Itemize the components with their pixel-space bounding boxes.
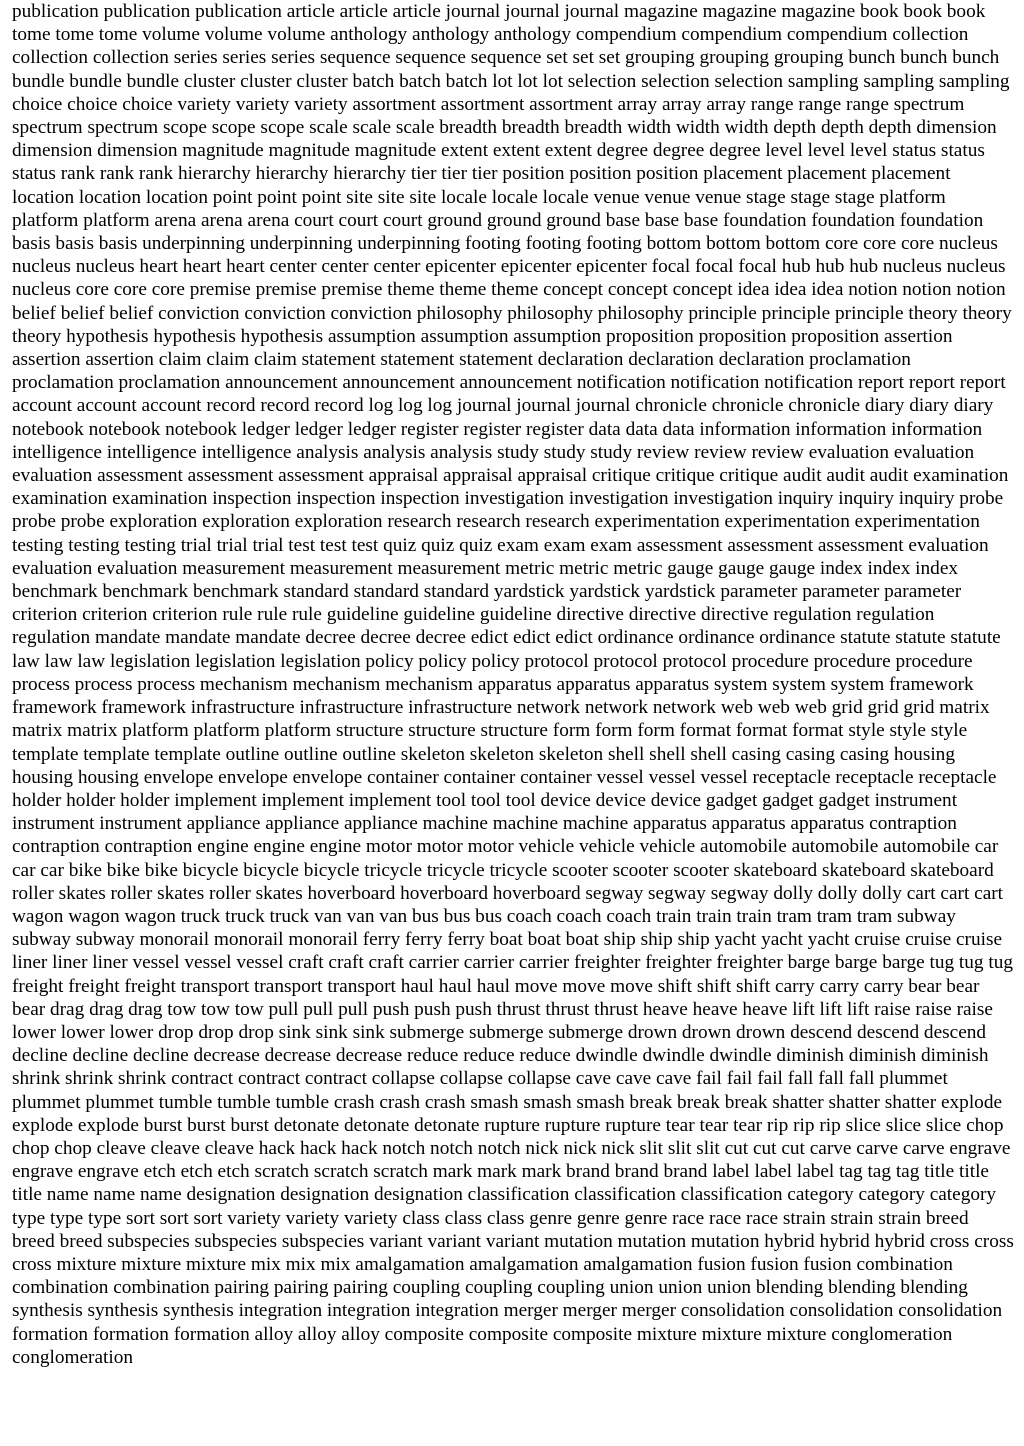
- body-text: publication publication publication article article article journal journal journal magazine magazine magazine book book book tome tome tome volume volume volume anthology anthology anthology compendium compendium compendium collection collection collection series series series sequence sequence sequence set set set grouping grouping grouping bunch bunch bunch bundle bundle bundle cluster cluster cluster batch batch batch lot lot lot selection selection selection sampling sampling sampling choice choice choice variety variety variety assortment assortment assortment array array array range range range spectrum spectrum spectrum scope scope scope scale scale scale breadth breadth breadth width width width depth depth depth dimension dimension dimension magnitude magnitude magnitude extent extent extent degree degree degree level level level status status status rank rank rank hierarchy hierarchy hierarchy tier tier tier position position position placement placement placement location location location point point point site site site locale locale locale venue venue venue stage stage stage platform platform platform arena arena arena court court court ground ground ground base base base foundation foundation foundation basis basis basis underpinning underpinning underpinning footing footing footing bottom bottom bottom core core core nucleus nucleus nucleus heart heart heart center center center epicenter epicenter epicenter focal focal focal hub hub hub nucleus nucleus nucleus core core core premise premise premise theme theme theme concept concept concept idea idea idea notion notion notion belief belief belief conviction conviction conviction philosophy philosophy philosophy principle principle principle theory theory theory hypothesis hypothesis hypothesis assumption assumption assumption proposition proposition proposition assertion assertion assertion claim claim claim statement statement statement declaration declaration declaration proclamation proclamation proclamation announcement announcement announcement notification notification notification report report report account account account record record record log log log journal journal journal chronicle chronicle chronicle diary diary diary notebook notebook notebook ledger ledger ledger register register register data data data information information information intelligence intelligence intelligence analysis analysis analysis study study study review review review evaluation evaluation evaluation assessment assessment assessment appraisal appraisal appraisal critique critique critique audit audit audit examination examination examination inspection inspection inspection investigation investigation investigation inquiry inquiry inquiry probe probe probe exploration exploration exploration research research research experimentation experimentation experimentation testing testing testing trial trial trial test test test quiz quiz quiz exam exam exam assessment assessment assessment evaluation evaluation evaluation measurement measurement measurement metric metric metric gauge gauge gauge index index index benchmark benchmark benchmark standard standard standard yardstick yardstick yardstick parameter parameter parameter criterion criterion criterion rule rule rule guideline guideline guideline directive directive directive regulation regulation regulation mandate mandate mandate decree decree decree edict edict edict ordinance ordinance ordinance statute statute statute law law law legislation legislation legislation policy policy policy protocol protocol protocol procedure procedure procedure process process process mechanism mechanism mechanism apparatus apparatus apparatus system system system framework framework framework infrastructure infrastructure infrastructure network network network web web web grid grid grid matrix matrix matrix platform platform platform structure structure structure form form form format format format style style style template template template outline outline outline skeleton skeleton skeleton shell shell shell casing casing casing housing housing housing envelope envelope envelope container container container vessel vessel vessel receptacle receptacle receptacle holder holder holder implement implement implement tool tool tool device device device gadget gadget gadget instrument instrument instrument appliance appliance appliance machine machine machine apparatus apparatus apparatus contraption contraption contraption engine engine engine motor motor motor vehicle vehicle vehicle automobile automobile automobile car car car bike bike bike bicycle bicycle bicycle tricycle tricycle tricycle scooter scooter scooter skateboard skateboard skateboard roller skates roller skates roller skates hoverboard hoverboard hoverboard segway segway segway dolly dolly dolly cart cart cart wagon wagon wagon truck truck truck van van van bus bus bus coach coach coach train train train tram tram tram subway subway subway monorail monorail monorail ferry ferry ferry boat boat boat ship ship ship yacht yacht yacht cruise cruise cruise liner liner liner vessel vessel vessel craft craft craft carrier carrier carrier freighter freighter freighter barge barge barge tug tug tug freight freight freight transport transport transport haul haul haul move move move shift shift shift carry carry carry bear bear bear drag drag drag tow tow tow pull pull pull push push push thrust thrust thrust heave heave heave lift lift lift raise raise raise lower lower lower drop drop drop sink sink sink submerge submerge submerge drown drown drown descend descend descend decline decline decline decrease decrease decrease reduce reduce reduce dwindle dwindle dwindle diminish diminish diminish shrink shrink shrink contract contract contract collapse collapse collapse cave cave cave fail fail fail fall fall fall plummet plummet plummet tumble tumble tumble crash crash crash smash smash smash break break break shatter shatter shatter explode explode explode burst burst burst detonate detonate detonate rupture rupture rupture tear tear tear rip rip rip slice slice slice chop chop chop cleave cleave cleave hack hack hack notch notch notch nick nick nick slit slit slit cut cut cut carve carve carve engrave engrave engrave etch etch etch scratch scratch scratch mark mark mark brand brand brand label label label tag tag tag title title title name name name designation designation designation classification classification classification category category category type type type sort sort sort variety variety variety class class class genre genre genre race race race strain strain strain breed breed breed subspecies subspecies subspecies variant variant variant mutation mutation mutation hybrid hybrid hybrid cross cross cross mixture mixture mixture mix mix mix amalgamation amalgamation amalgamation fusion fusion fusion combination combination combination pairing pairing pairing coupling coupling coupling union union union blending blending blending synthesis synthesis synthesis integration integration integration merger merger merger consolidation consolidation consolidation formation formation formation alloy alloy alloy composite composite composite mixture mixture mixture conglomeration conglomeration: [12, 1, 1014, 1368]
